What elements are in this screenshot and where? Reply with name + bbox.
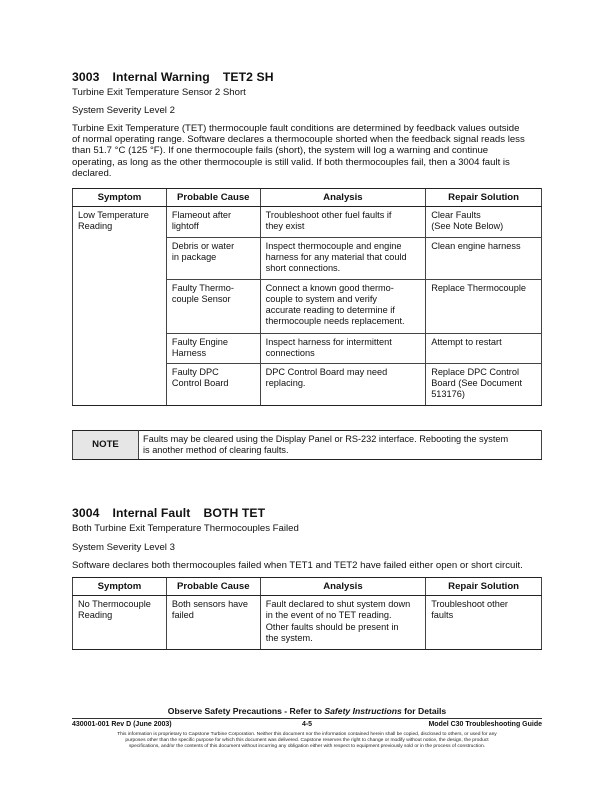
desc-line: than 51.7 °C (125 °F). If one thermocouple fails (short), the system will log a warning and continue: [72, 145, 489, 157]
doc-id: 430001-001 Rev D (June 2003): [72, 721, 172, 728]
section-3003-heading: [72, 70, 274, 84]
desc-line: declared.: [72, 167, 112, 179]
cause-cell: Debris or water in package: [166, 237, 260, 279]
analysis-cell: Troubleshoot other fuel faults if they exist: [260, 207, 426, 237]
note-text: Faults may be cleared using the Display Panel or RS-232 interface. Rebooting the system is another method of clearing faults.: [139, 431, 542, 460]
page-number: 4-5: [301, 721, 313, 728]
troubleshooting-table-3003: [72, 188, 542, 406]
desc-line: operating, as long as the other thermocouple is still valid. If both thermocouples fail, then a 3004 fault is: [72, 156, 510, 168]
header-analysis: Analysis: [260, 189, 426, 207]
section-3003-severity: System Severity Level 2: [72, 105, 175, 116]
section-3003-subtitle: Turbine Exit Temperature Sensor 2 Short: [72, 87, 246, 98]
analysis-cell: Connect a known good thermo- couple to system and verify accurate reading to determine if thermocouple needs replacement.: [260, 279, 426, 333]
desc-line: of normal operating range. Software declares a thermocouple shorted when the feedback signal reads less: [72, 134, 525, 146]
safety-footer: Observe Safety Precautions - Refer to Safety Instructions for Details: [167, 706, 447, 716]
repair-cell: Clear Faults (See Note Below): [426, 207, 542, 237]
note-label: NOTE: [73, 431, 139, 460]
header-analysis: Analysis: [260, 578, 426, 596]
header-repair-solution: Repair Solution: [426, 578, 542, 596]
repair-cell: Troubleshoot other faults: [426, 596, 542, 650]
section-3004-tag: BOTH TET: [203, 506, 266, 520]
safety-instructions-ref: Safety Instructions: [324, 706, 402, 716]
header-repair-solution: Repair Solution: [426, 189, 542, 207]
table-row: [73, 596, 542, 650]
table-header-row: [73, 578, 542, 596]
note-box: [72, 430, 542, 460]
analysis-cell: DPC Control Board may need replacing.: [260, 364, 426, 406]
header-probable-cause: Probable Cause: [166, 189, 260, 207]
repair-cell: Replace DPC Control Board (See Document 513176): [426, 364, 542, 406]
section-3004-heading: [72, 506, 265, 520]
section-3003-code: 3003: [72, 70, 100, 84]
section-3004-kind: Internal Fault: [112, 506, 191, 520]
cause-cell: Faulty DPC Control Board: [166, 364, 260, 406]
table-header-row: [73, 189, 542, 207]
repair-cell: Attempt to restart: [426, 333, 542, 363]
section-3004-code: 3004: [72, 506, 100, 520]
cause-cell: Both sensors have failed: [166, 596, 260, 650]
section-3004-description: Software declares both thermocouples failed when TET1 and TET2 have failed either open or short circuit.: [72, 560, 523, 571]
table-row: [73, 207, 542, 237]
symptom-cell: No Thermocouple Reading: [73, 596, 167, 650]
desc-line: Turbine Exit Temperature (TET) thermocouple fault conditions are determined by feedback values outside: [72, 123, 520, 134]
section-3004-subtitle: Both Turbine Exit Temperature Thermocouples Failed: [72, 523, 299, 534]
section-3003-tag: TET2 SH: [222, 70, 274, 84]
repair-cell: Clean engine harness: [426, 237, 542, 279]
header-symptom: Symptom: [73, 189, 167, 207]
footer-divider: [72, 718, 542, 719]
section-3004-severity: System Severity Level 3: [72, 542, 175, 553]
cause-cell: Faulty Engine Harness: [166, 333, 260, 363]
section-3003-kind: Internal Warning: [112, 70, 210, 84]
analysis-cell: Inspect thermocouple and engine harness for any material that could short connections.: [260, 237, 426, 279]
section-3003-description: [72, 123, 547, 179]
header-probable-cause: Probable Cause: [166, 578, 260, 596]
symptom-cell: Low Temperature Reading: [73, 207, 167, 406]
troubleshooting-table-3004: [72, 577, 542, 650]
legal-notice: This information is proprietary to Capstone Turbine Corporation. Neither this document nor the information contained herein shall be copied, disclosed to others, or used for any purposes other than the specific purpose for which this document was delivered. Capstone reserves the right to change or modify without notice, the design, the product specifications, and/or the contents of this document without incurring any obligation either with respect to equipment previously sold or in the process of construction.: [117, 732, 497, 750]
repair-cell: Replace Thermocouple: [426, 279, 542, 333]
analysis-cell: Inspect harness for intermittent connections: [260, 333, 426, 363]
analysis-cell: Fault declared to shut system down in the event of no TET reading. Other faults should be present in the system.: [260, 596, 426, 650]
header-symptom: Symptom: [73, 578, 167, 596]
guide-title: Model C30 Troubleshooting Guide: [428, 721, 542, 728]
cause-cell: Faulty Thermo- couple Sensor: [166, 279, 260, 333]
cause-cell: Flameout after lightoff: [166, 207, 260, 237]
